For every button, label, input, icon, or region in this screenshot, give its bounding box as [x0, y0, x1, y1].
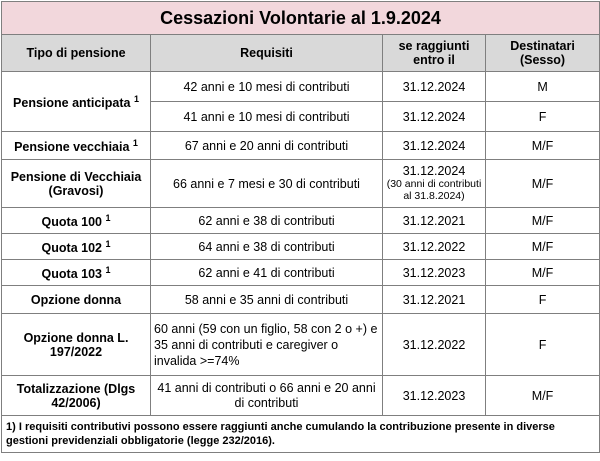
row-sex: M/F [486, 160, 600, 208]
row-type: Pensione vecchiaia $^1$ [2, 132, 151, 160]
row-type: Quota 100 $^1$ [2, 208, 151, 234]
row-sex: M/F [486, 132, 600, 160]
row-requirement: 64 anni e 38 di contributi [151, 234, 383, 260]
row-requirement: 66 anni e 7 mesi e 30 di contributi [151, 160, 383, 208]
row-sex: F [486, 102, 600, 132]
row-type: Pensione di Vecchiaia (Gravosi) [2, 160, 151, 208]
row-requirement: 62 anni e 41 di contributi [151, 260, 383, 286]
row-date: 31.12.2023 [383, 260, 486, 286]
row-type: Totalizzazione (Dlgs 42/2006) [2, 376, 151, 416]
header-requirements: Requisiti [151, 35, 383, 72]
row-date: 31.12.2024 [383, 102, 486, 132]
row-sex: F [486, 314, 600, 376]
row-sex: M/F [486, 260, 600, 286]
row-sex: M/F [486, 208, 600, 234]
row-type: Pensione anticipata $^1$ [2, 72, 151, 132]
table-row [2, 314, 600, 376]
row-date: 31.12.2022 [383, 314, 486, 376]
table-row [2, 376, 600, 416]
row-date: 31.12.2024 (30 anni di contributi al 31.8.2024) [383, 160, 486, 208]
row-date-note: (30 anni di contributi al 31.8.2024) [386, 178, 482, 202]
row-requirement: 58 anni e 35 anni di contributi [151, 286, 383, 314]
table-row [2, 160, 600, 208]
table-row [2, 260, 600, 286]
header-type: Tipo di pensione [2, 35, 151, 72]
row-requirement: 67 anni e 20 anni di contributi [151, 132, 383, 160]
table-row [2, 72, 600, 102]
row-date: 31.12.2021 [383, 208, 486, 234]
row-requirement: 60 anni (59 con un figlio, 58 con 2 o +) e 35 anni di contributi e caregiver o invalida >=74% [151, 314, 383, 376]
row-sex: M/F [486, 234, 600, 260]
row-requirement: 41 anni e 10 mesi di contributi [151, 102, 383, 132]
footnote: 1) I requisiti contributivi possono essere raggiunti anche cumulando la contribuzione presente in diverse gestioni previdenziali obbligatorie (legge 232/2016). [2, 416, 600, 453]
row-date: 31.12.2024 [383, 72, 486, 102]
row-date: 31.12.2023 [383, 376, 486, 416]
row-requirement: 41 anni di contributi o 66 anni e 20 anni di contributi [151, 376, 383, 416]
row-type: Quota 103 $^1$ [2, 260, 151, 286]
row-date: 31.12.2022 [383, 234, 486, 260]
row-sex: F [486, 286, 600, 314]
row-requirement: 62 anni e 38 di contributi [151, 208, 383, 234]
row-date: 31.12.2024 [383, 132, 486, 160]
row-sex: M/F [486, 376, 600, 416]
row-requirement: 42 anni e 10 mesi di contributi [151, 72, 383, 102]
table-row [2, 208, 600, 234]
row-type: Quota 102 $^1$ [2, 234, 151, 260]
header-recipients: Destinatari (Sesso) [486, 35, 600, 72]
table-title: Cessazioni Volontarie al 1.9.2024 [2, 2, 600, 35]
row-date: 31.12.2021 [383, 286, 486, 314]
table-row [2, 234, 600, 260]
row-type: Opzione donna L. 197/2022 [2, 314, 151, 376]
pension-table [1, 1, 600, 453]
table-row [2, 132, 600, 160]
header-deadline: se raggiunti entro il [383, 35, 486, 72]
row-type: Opzione donna [2, 286, 151, 314]
row-sex: M [486, 72, 600, 102]
table-row [2, 286, 600, 314]
